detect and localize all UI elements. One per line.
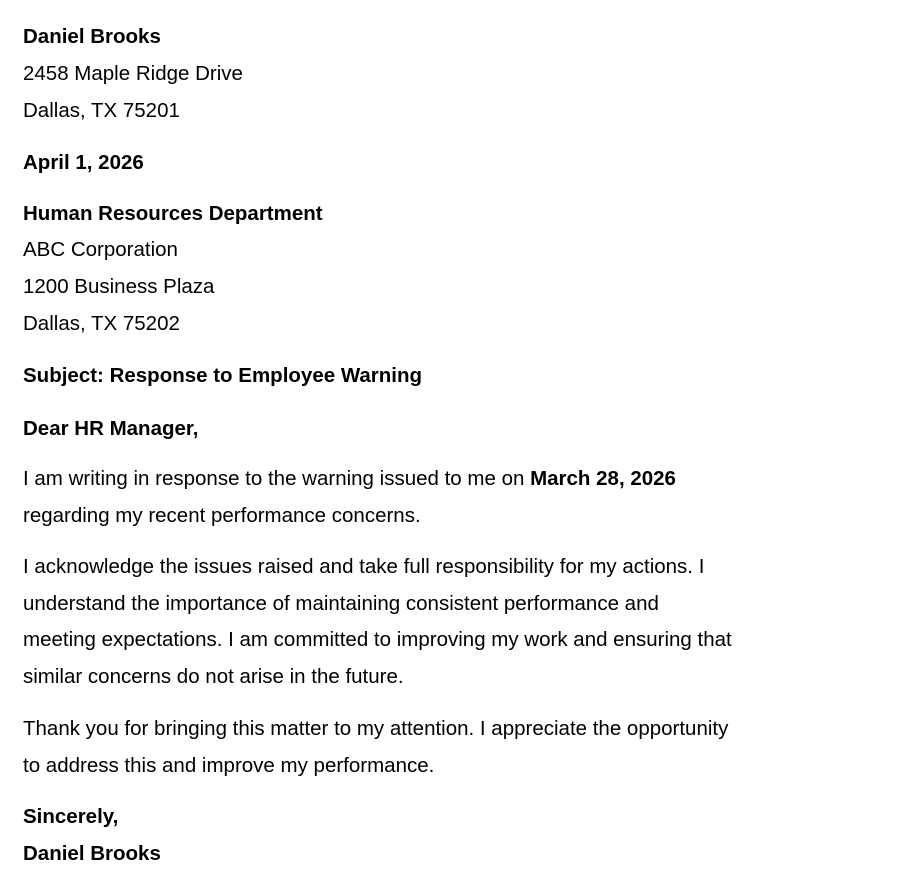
signature: Daniel Brooks [23, 842, 161, 865]
paragraph3-line: to address this and improve my performance. [23, 754, 435, 777]
recipient-address-line1: 1200 Business Plaza [23, 275, 215, 298]
subject-line: Subject: Response to Employee Warning [23, 364, 423, 387]
paragraph1-line2: regarding my recent performance concerns. [23, 504, 421, 527]
letter-date: April 1, 2026 [23, 151, 144, 174]
sender-address-line2: Dallas, TX 75201 [23, 99, 180, 122]
sender-address-line1: 2458 Maple Ridge Drive [23, 62, 243, 85]
salutation: Dear HR Manager, [23, 417, 199, 440]
closing: Sincerely, [23, 805, 119, 828]
recipient-department: Human Resources Department [23, 202, 323, 225]
paragraph2-line: understand the importance of maintaining consistent performance and [23, 592, 659, 615]
sender-name: Daniel Brooks [23, 25, 161, 48]
paragraph1-line1: I am writing in response to the warning issued to me on March 28, 2026 [23, 467, 676, 490]
recipient-address-line2: Dallas, TX 75202 [23, 312, 180, 335]
paragraph2-line: similar concerns do not arise in the future. [23, 665, 404, 688]
paragraph3-line: Thank you for bringing this matter to my attention. I appreciate the opportunity [23, 717, 729, 740]
paragraph2-line: I acknowledge the issues raised and take full responsibility for my actions. I [23, 555, 705, 578]
recipient-company: ABC Corporation [23, 238, 178, 261]
paragraph2-line: meeting expectations. I am committed to improving my work and ensuring that [23, 628, 732, 651]
